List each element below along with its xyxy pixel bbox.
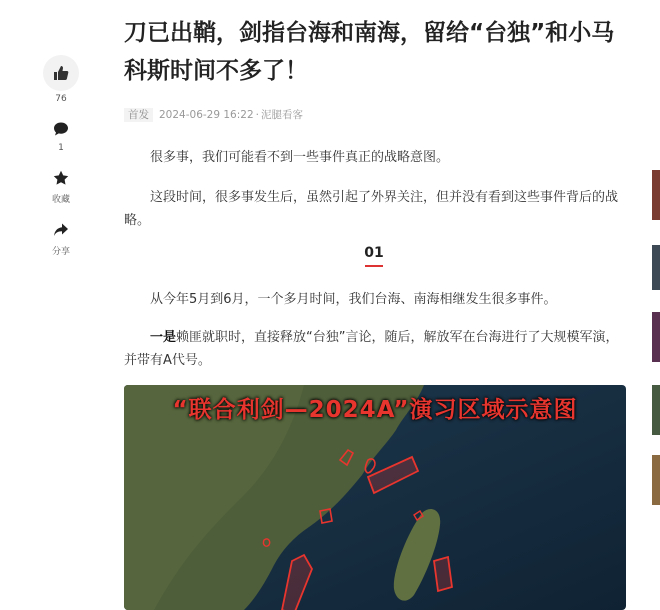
comment-button[interactable]: [43, 118, 79, 153]
share-button[interactable]: [43, 219, 79, 257]
favorite-button[interactable]: [43, 167, 79, 205]
favorite-label: 收藏: [51, 195, 70, 205]
share-icon: [43, 219, 79, 241]
author-name[interactable]: 泥腿看客: [260, 109, 303, 121]
section-underline: [365, 265, 383, 267]
publish-datetime: 2024-06-29 16:22: [159, 109, 254, 121]
section-number: [124, 245, 624, 267]
like-button[interactable]: [43, 55, 79, 104]
thumbnail[interactable]: [652, 385, 660, 435]
right-sidebar-edge: [652, 0, 660, 605]
thumbnail[interactable]: [652, 312, 660, 362]
map-caption: “联合利剑—2024A”演习区域示意图: [172, 397, 578, 423]
star-icon: [43, 167, 79, 189]
original-badge: 首发: [124, 108, 153, 122]
comment-count: 1: [58, 143, 64, 153]
paragraph: 很多事，我们可能看不到一些事件真正的战略意图。: [150, 150, 450, 165]
exercise-map-image: [124, 385, 626, 610]
article-actions-sidebar: [40, 55, 82, 271]
comment-icon: [43, 118, 79, 140]
thumbnail[interactable]: [652, 170, 660, 220]
paragraph-rest: 赖匪就职时，直接释放“台独”言论，随后，解放军在台海进行了大规模军演，并带有A代号。: [124, 330, 619, 368]
paragraph: 这段时间，很多事发生后，虽然引起了外界关注，但并没有看到这些事件背后的战略。: [124, 190, 619, 228]
thumbnail[interactable]: [652, 455, 660, 505]
thumbnail[interactable]: [652, 245, 660, 290]
paragraph: 从今年5月到6月，一个多月时间，我们台海、南海相继发生很多事件。: [150, 292, 557, 307]
like-count: 76: [55, 94, 67, 104]
meta-separator: ·: [255, 109, 259, 121]
paragraph-bold-lead: 一是: [150, 330, 177, 345]
paragraph: [124, 326, 624, 372]
section-number-text: 01: [364, 245, 384, 261]
article-title: 刀已出鞘，剑指台海和南海，留给“台独”和小马科斯时间不多了！: [124, 20, 615, 84]
share-label: 分享: [51, 247, 70, 257]
thumbs-up-icon: [43, 55, 79, 91]
article-meta: [124, 107, 303, 122]
